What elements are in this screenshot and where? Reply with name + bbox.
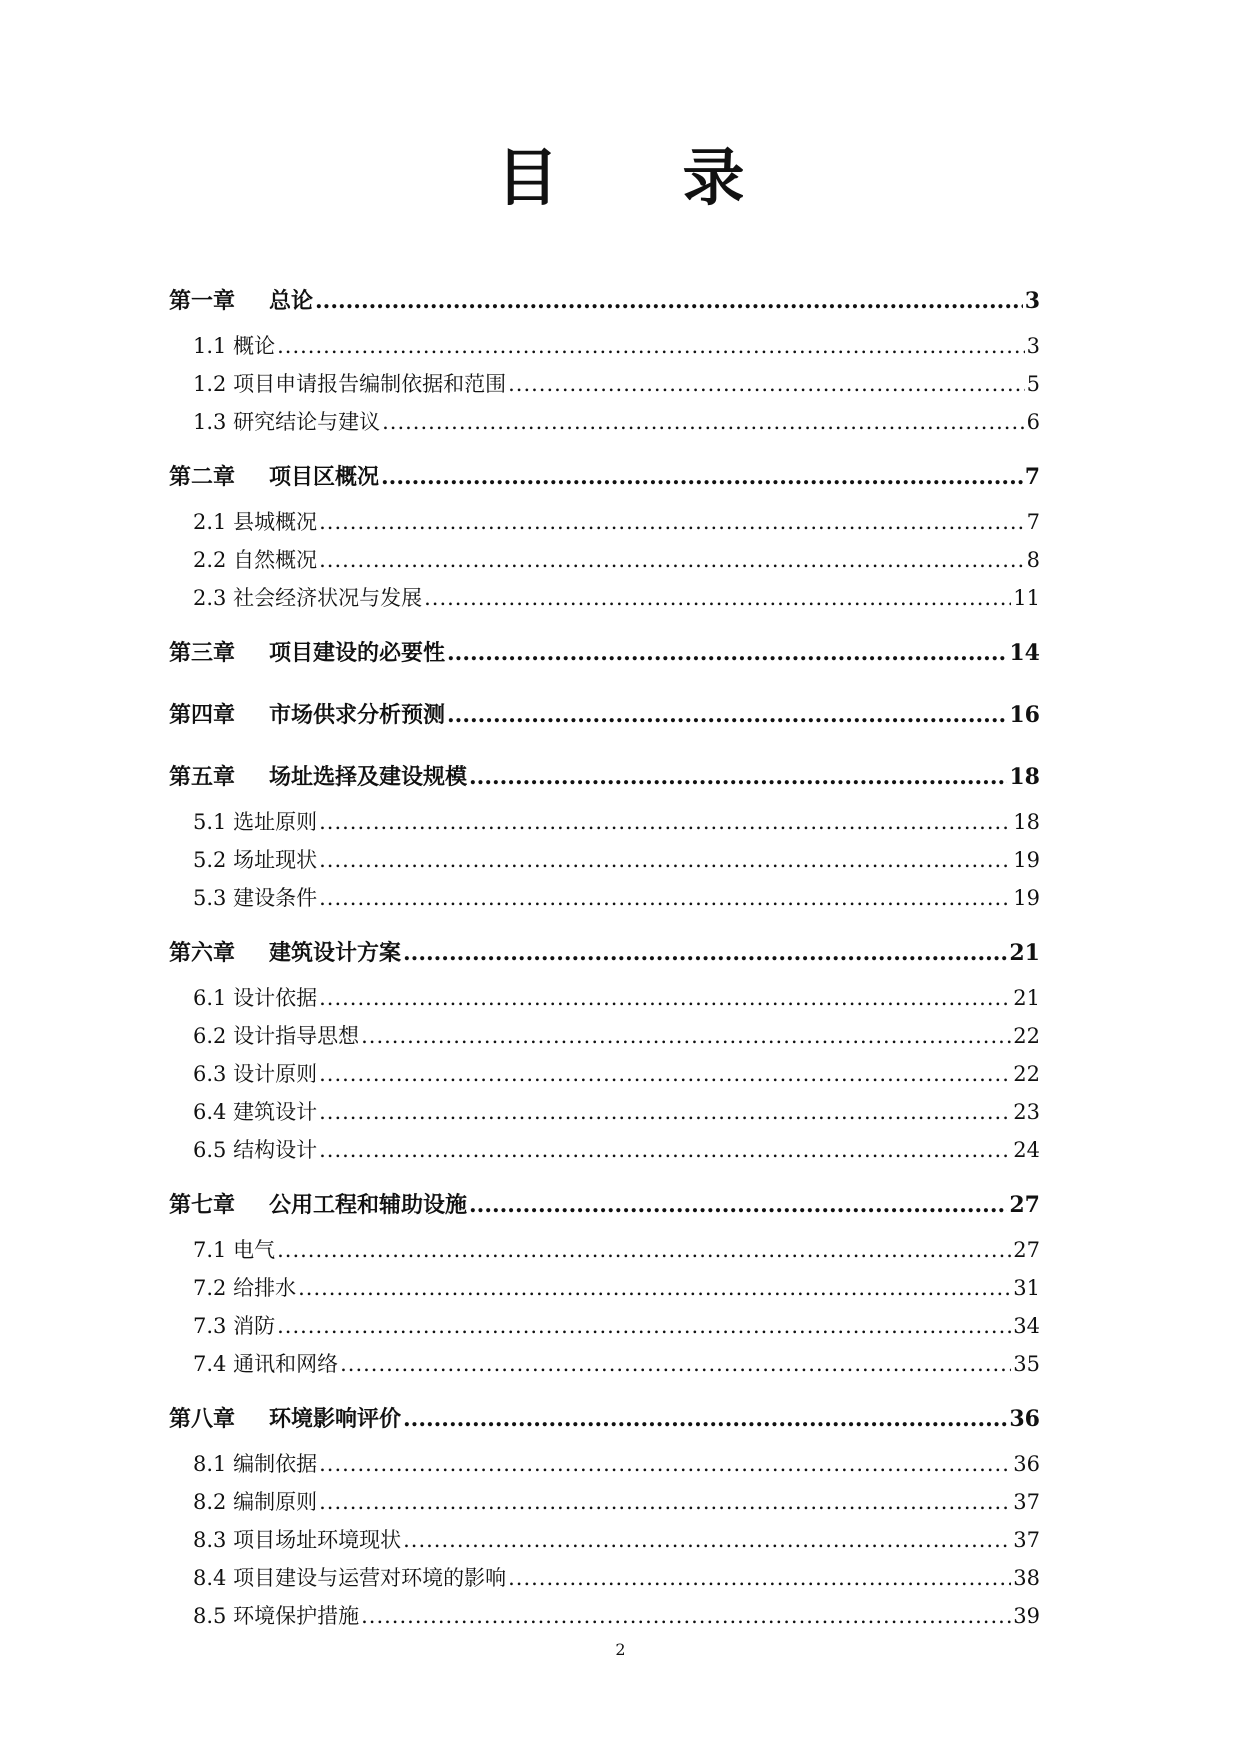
toc-section-entry[interactable] <box>169 365 1040 403</box>
toc-entry-label <box>193 1345 338 1383</box>
section-number: 5.1 <box>193 810 227 834</box>
toc-page-number: 8 <box>1026 548 1040 572</box>
chapter-number: 第一章 <box>169 288 236 314</box>
toc-entry-label <box>169 1180 467 1231</box>
toc-entry-label <box>193 979 317 1017</box>
chapter-number: 第七章 <box>169 1192 236 1218</box>
toc-page-number: 27 <box>1009 1192 1040 1218</box>
page-title: 目 录 <box>496 141 776 214</box>
section-number: 7.4 <box>193 1352 227 1376</box>
chapter-title: 场址选择及建设规模 <box>269 764 468 790</box>
toc-section-entry[interactable] <box>169 1055 1040 1093</box>
section-number: 6.1 <box>193 986 227 1010</box>
chapter-number: 第三章 <box>169 640 236 666</box>
toc-chapter-entry[interactable] <box>169 690 1040 741</box>
section-title: 通讯和网络 <box>233 1352 339 1376</box>
toc-page-number: 22 <box>1013 1024 1040 1048</box>
page-number: 2 <box>615 1640 626 1659</box>
dot-leader <box>277 1231 1011 1269</box>
section-title: 项目场址环境现状 <box>233 1528 402 1552</box>
dot-leader <box>447 690 1007 741</box>
section-number: 6.5 <box>193 1138 227 1162</box>
section-number: 7.1 <box>193 1238 227 1262</box>
toc-page-number: 18 <box>1009 764 1040 790</box>
toc-page-number: 3 <box>1024 288 1040 314</box>
dot-leader <box>319 841 1011 879</box>
toc-entry-label <box>193 541 317 579</box>
dot-leader <box>319 503 1025 541</box>
toc-section-entry[interactable] <box>169 841 1040 879</box>
dot-leader <box>424 579 1011 617</box>
section-number: 1.3 <box>193 410 227 434</box>
toc-section-entry[interactable] <box>169 1445 1040 1483</box>
section-number: 6.3 <box>193 1062 227 1086</box>
toc-entry-label <box>193 327 275 365</box>
toc-page-number: 14 <box>1009 640 1040 666</box>
section-number: 5.3 <box>193 886 227 910</box>
toc-section-entry[interactable] <box>169 1307 1040 1345</box>
toc-chapter-entry[interactable] <box>169 928 1040 979</box>
section-number: 5.2 <box>193 848 227 872</box>
toc-entry-label <box>193 365 506 403</box>
toc-entry-label <box>169 928 401 979</box>
toc-entry-label <box>193 1017 359 1055</box>
toc-section-entry[interactable] <box>169 1231 1040 1269</box>
toc-page-number: 27 <box>1013 1238 1040 1262</box>
toc-page-number: 21 <box>1013 986 1040 1010</box>
dot-leader <box>319 803 1011 841</box>
chapter-title: 项目区概况 <box>269 464 380 490</box>
section-number: 1.1 <box>193 334 227 358</box>
toc-section-entry[interactable] <box>169 579 1040 617</box>
section-title: 建筑设计 <box>233 1100 318 1124</box>
toc-entry-label <box>169 1394 401 1445</box>
dot-leader <box>319 541 1025 579</box>
dot-leader <box>319 1483 1011 1521</box>
section-title: 设计指导思想 <box>233 1024 360 1048</box>
toc-entry-label <box>193 503 317 541</box>
toc-page-number: 19 <box>1013 848 1040 872</box>
section-number: 2.1 <box>193 510 227 534</box>
dot-leader <box>361 1597 1011 1635</box>
dot-leader <box>403 928 1007 979</box>
toc-entry-label <box>193 1559 506 1597</box>
dot-leader <box>319 1055 1011 1093</box>
toc-entry-label <box>193 841 317 879</box>
section-title: 场址现状 <box>233 848 318 872</box>
toc-page-number: 34 <box>1013 1314 1040 1338</box>
toc-entry-label <box>193 1231 275 1269</box>
section-title: 编制依据 <box>233 1452 318 1476</box>
chapter-title: 公用工程和辅助设施 <box>269 1192 468 1218</box>
dot-leader <box>340 1345 1011 1383</box>
section-title: 概论 <box>233 334 276 358</box>
toc-section-entry[interactable] <box>169 1093 1040 1131</box>
toc-section-entry[interactable] <box>169 1521 1040 1559</box>
toc-entry-label <box>193 1597 359 1635</box>
toc-page-number: 16 <box>1009 702 1040 728</box>
section-title: 社会经济状况与发展 <box>233 586 423 610</box>
section-number: 7.3 <box>193 1314 227 1338</box>
section-number: 8.1 <box>193 1452 227 1476</box>
toc-page-number: 23 <box>1013 1100 1040 1124</box>
section-title: 给排水 <box>233 1276 297 1300</box>
section-number: 6.2 <box>193 1024 227 1048</box>
toc-entry-label <box>193 1093 317 1131</box>
toc-section-entry[interactable] <box>169 1483 1040 1521</box>
section-title: 设计原则 <box>233 1062 318 1086</box>
toc-page-number: 7 <box>1024 464 1040 490</box>
toc-entry-label <box>193 579 422 617</box>
dot-leader <box>403 1521 1011 1559</box>
section-number: 6.4 <box>193 1100 227 1124</box>
section-title: 消防 <box>233 1314 276 1338</box>
toc-section-entry[interactable] <box>169 503 1040 541</box>
toc-entry-label <box>193 1131 317 1169</box>
toc-chapter-entry[interactable] <box>169 1180 1040 1231</box>
toc-entry-label <box>169 752 467 803</box>
toc-entry-label <box>169 628 445 679</box>
section-title: 环境保护措施 <box>233 1604 360 1628</box>
toc-chapter-entry[interactable] <box>169 452 1040 503</box>
dot-leader <box>361 1017 1011 1055</box>
toc-page-number: 39 <box>1013 1604 1040 1628</box>
toc-entry-label <box>193 879 317 917</box>
dot-leader <box>319 879 1011 917</box>
section-number: 7.2 <box>193 1276 227 1300</box>
section-title: 电气 <box>233 1238 276 1262</box>
table-of-contents <box>169 276 1040 1635</box>
toc-page-number: 11 <box>1013 586 1040 610</box>
toc-page-number: 22 <box>1013 1062 1040 1086</box>
dot-leader <box>319 979 1011 1017</box>
toc-section-entry[interactable] <box>169 979 1040 1017</box>
toc-chapter-entry[interactable] <box>169 628 1040 679</box>
toc-section-entry[interactable] <box>169 327 1040 365</box>
toc-page-number: 6 <box>1026 410 1040 434</box>
chapter-title: 总论 <box>269 288 314 314</box>
toc-page-number: 37 <box>1013 1490 1040 1514</box>
chapter-number: 第八章 <box>169 1406 236 1432</box>
dot-leader <box>277 1307 1011 1345</box>
chapter-title: 市场供求分析预测 <box>269 702 446 728</box>
section-number: 8.2 <box>193 1490 227 1514</box>
toc-section-entry[interactable] <box>169 879 1040 917</box>
toc-page-number: 3 <box>1026 334 1040 358</box>
toc-entry-label <box>169 276 313 327</box>
toc-page-number: 21 <box>1009 940 1040 966</box>
chapter-title: 项目建设的必要性 <box>269 640 446 666</box>
section-title: 编制原则 <box>233 1490 318 1514</box>
section-title: 设计依据 <box>233 986 318 1010</box>
section-title: 建设条件 <box>233 886 318 910</box>
section-title: 选址原则 <box>233 810 318 834</box>
section-number: 1.2 <box>193 372 227 396</box>
section-number: 2.2 <box>193 548 227 572</box>
dot-leader <box>469 752 1007 803</box>
dot-leader <box>403 1394 1007 1445</box>
section-title: 项目申请报告编制依据和范围 <box>233 372 507 396</box>
toc-chapter-entry[interactable] <box>169 752 1040 803</box>
chapter-number: 第六章 <box>169 940 236 966</box>
section-number: 2.3 <box>193 586 227 610</box>
dot-leader <box>298 1269 1011 1307</box>
toc-entry-label <box>193 1521 401 1559</box>
toc-entry-label <box>193 803 317 841</box>
section-title: 项目建设与运营对环境的影响 <box>233 1566 507 1590</box>
toc-page-number: 36 <box>1013 1452 1040 1476</box>
section-title: 自然概况 <box>233 548 318 572</box>
toc-section-entry[interactable] <box>169 1269 1040 1307</box>
chapter-title: 建筑设计方案 <box>269 940 402 966</box>
dot-leader <box>447 628 1007 679</box>
toc-chapter-entry[interactable] <box>169 1394 1040 1445</box>
dot-leader <box>319 1093 1011 1131</box>
section-number: 8.5 <box>193 1604 227 1628</box>
section-title: 县城概况 <box>233 510 318 534</box>
chapter-number: 第五章 <box>169 764 236 790</box>
dot-leader <box>277 327 1025 365</box>
section-title: 研究结论与建议 <box>233 410 381 434</box>
toc-section-entry[interactable] <box>169 541 1040 579</box>
toc-page-number: 37 <box>1013 1528 1040 1552</box>
toc-page-number: 35 <box>1013 1352 1040 1376</box>
section-title: 结构设计 <box>233 1138 318 1162</box>
section-number: 8.3 <box>193 1528 227 1552</box>
dot-leader <box>508 1559 1011 1597</box>
toc-entry-label <box>193 1269 296 1307</box>
dot-leader <box>315 276 1023 327</box>
toc-entry-label <box>169 452 379 503</box>
dot-leader <box>381 452 1023 503</box>
toc-section-entry[interactable] <box>169 1017 1040 1055</box>
toc-section-entry[interactable] <box>169 1559 1040 1597</box>
toc-page-number: 7 <box>1026 510 1040 534</box>
toc-entry-label <box>193 1307 275 1345</box>
toc-entry-label <box>193 1055 317 1093</box>
dot-leader <box>319 1131 1011 1169</box>
dot-leader <box>382 403 1025 441</box>
toc-page-number: 19 <box>1013 886 1040 910</box>
dot-leader <box>319 1445 1011 1483</box>
toc-section-entry[interactable] <box>169 803 1040 841</box>
toc-page-number: 31 <box>1013 1276 1040 1300</box>
toc-section-entry[interactable] <box>169 403 1040 441</box>
toc-page-number: 18 <box>1013 810 1040 834</box>
toc-page-number: 38 <box>1013 1566 1040 1590</box>
toc-entry-label <box>193 1483 317 1521</box>
toc-page-number: 5 <box>1026 372 1040 396</box>
toc-page-number: 24 <box>1013 1138 1040 1162</box>
chapter-number: 第二章 <box>169 464 236 490</box>
toc-entry-label <box>193 403 380 441</box>
toc-section-entry[interactable] <box>169 1131 1040 1169</box>
toc-entry-label <box>193 1445 317 1483</box>
toc-section-entry[interactable] <box>169 1597 1040 1635</box>
dot-leader <box>508 365 1025 403</box>
chapter-number: 第四章 <box>169 702 236 728</box>
toc-chapter-entry[interactable] <box>169 276 1040 327</box>
section-number: 8.4 <box>193 1566 227 1590</box>
toc-page-number: 36 <box>1009 1406 1040 1432</box>
toc-entry-label <box>169 690 445 741</box>
dot-leader <box>469 1180 1007 1231</box>
toc-section-entry[interactable] <box>169 1345 1040 1383</box>
chapter-title: 环境影响评价 <box>269 1406 402 1432</box>
